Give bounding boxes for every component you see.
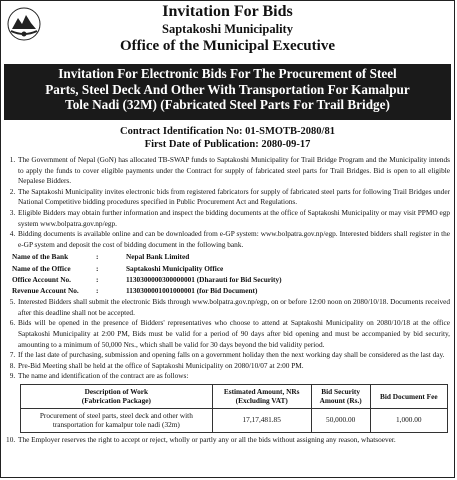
notice-list bbox=[6, 155, 450, 382]
separator: : bbox=[96, 285, 99, 295]
procurement-banner bbox=[4, 64, 451, 120]
list-item: 5. Interested Bidders shall submit the electronic Bids through www.bolpatra.gov.np/egp, on or before 12:00 noon on 2080/10/18. Documents received after this deadline shall not be accepted. bbox=[17, 297, 450, 318]
first-publication-date: First Date of Publication: 2080-09-17 bbox=[144, 139, 311, 150]
list-item bbox=[12, 229, 450, 297]
list-item: 2. The Saptakoshi Municipality invites electronic bids from registered fabricators for supply of fabricated steel parts for following Trail Bridges under National Competitive bidding procedures specified in Public Procurement Act and Regulations. bbox=[17, 187, 450, 208]
list-item: 10. The Employer reserves the right to accept or reject, wholly or partly any or all the bids without assigning any reason, whatsoever. bbox=[17, 435, 450, 446]
revenue-account-value: 1130300001001000001 (for Bid Document) bbox=[126, 285, 258, 295]
list-item: 9. The name and identification of the contract are as follows: bbox=[17, 371, 450, 382]
table-header-row bbox=[21, 384, 448, 408]
table-row bbox=[12, 252, 282, 261]
cell-security: 50,000.00 bbox=[311, 408, 370, 432]
banner-line-1: Invitation For Electronic Bids For The Procurement of Steel bbox=[58, 66, 397, 81]
separator: : bbox=[96, 274, 99, 284]
office-account-value: 1130300000300000001 (Dharauti for Bid Security) bbox=[126, 274, 282, 284]
header bbox=[1, 1, 454, 61]
cell-fee: 1,000.00 bbox=[370, 408, 447, 432]
table-row bbox=[12, 264, 282, 273]
notice-title: Invitation For Bids bbox=[162, 3, 293, 20]
list-item: 3. Eligible Bidders may obtain further information and inspect the bidding documents at the office of Saptakoshi Municipality or may visit PPMO egp system www.bolpatra.gov.np/egp. bbox=[17, 208, 450, 229]
office-account-label: Office Account No. bbox=[12, 274, 71, 284]
col-description-header: Description of Work (Fabrication Package) bbox=[21, 384, 213, 408]
cell-amount: 17,17,481.85 bbox=[212, 408, 311, 432]
table-row bbox=[21, 408, 448, 432]
list-item: 6. Bids will be opened in the presence of Bidders' representatives who choose to attend at Saptakoshi Municipality on 2080/10/18 at the office Saptakoshi Municipality at 2:00 PM, Bids must be valid for a period of 90 days after bid opening and must be accompanied by bid security, amounting to a minimum of 50,000 Nrs., which shall be valid for 30 days beyond the bid validity period. bbox=[17, 318, 450, 350]
separator: : bbox=[96, 252, 99, 262]
bank-name-label: Name of the Bank bbox=[12, 252, 69, 262]
notice-list-cont bbox=[6, 435, 450, 446]
bank-name-value: Nepal Bank Limited bbox=[126, 252, 190, 262]
municipality-name: Saptakoshi Municipality bbox=[162, 22, 293, 36]
col-fee-header: Bid Document Fee bbox=[370, 384, 447, 408]
list-item: 7. If the last date of purchasing, submission and opening falls on a government holiday then the next working day shall be considered as the last day. bbox=[17, 350, 450, 361]
col-amount-header: Estimated Amount, NRs (Excluding VAT) bbox=[212, 384, 311, 408]
revenue-account-label: Revenue Account No. bbox=[12, 285, 79, 295]
banner-line-3: Tole Nadi (32M) (Fabricated Steel Parts For Trail Bridge) bbox=[65, 97, 390, 112]
table-row bbox=[12, 286, 282, 295]
office-name: Office of the Municipal Executive bbox=[120, 38, 335, 54]
list-item: 1. The Government of Nepal (GoN) has allocated TB-SWAP funds to Saptakoshi Municipality for Trail Bridge Program and the Municipality intends to apply the funds to cover eligible payments under the Contract for supply of fabricated steel parts for Trail Bridges. Bid is open to all eligible Nepalese Bidders. bbox=[17, 155, 450, 187]
office-label: Name of the Office bbox=[12, 263, 71, 273]
notice-body bbox=[6, 155, 450, 445]
banner-line-2: Parts, Steel Deck And Other With Transportation For Kamalpur bbox=[45, 81, 410, 97]
list-item-text: Bidding documents is available online and can be downloaded from e-GP system: www.bolpatra.gov.np/egp. Interested bidders shall register in the e-GP system and deposit the cost of bidding document in the following bank. bbox=[18, 229, 450, 249]
contract-table bbox=[20, 384, 448, 433]
bank-details bbox=[10, 250, 284, 297]
list-item: 8. Pre-Bid Meeting shall be held at the office of Saptakoshi Municipality on 2080/10/07 at 2:00 PM. bbox=[17, 361, 450, 372]
table-row bbox=[12, 275, 282, 284]
cell-description: Procurement of steel parts, steel deck and other with transportation for kamalpur tole nadi (32m) bbox=[21, 408, 213, 432]
contract-identification: Contract Identification No: 01-SMOTB-2080/81 bbox=[120, 126, 335, 137]
col-security-header: Bid Security Amount (Rs.) bbox=[311, 384, 370, 408]
office-value: Saptakoshi Municipality Office bbox=[126, 263, 224, 273]
separator: : bbox=[96, 263, 99, 273]
